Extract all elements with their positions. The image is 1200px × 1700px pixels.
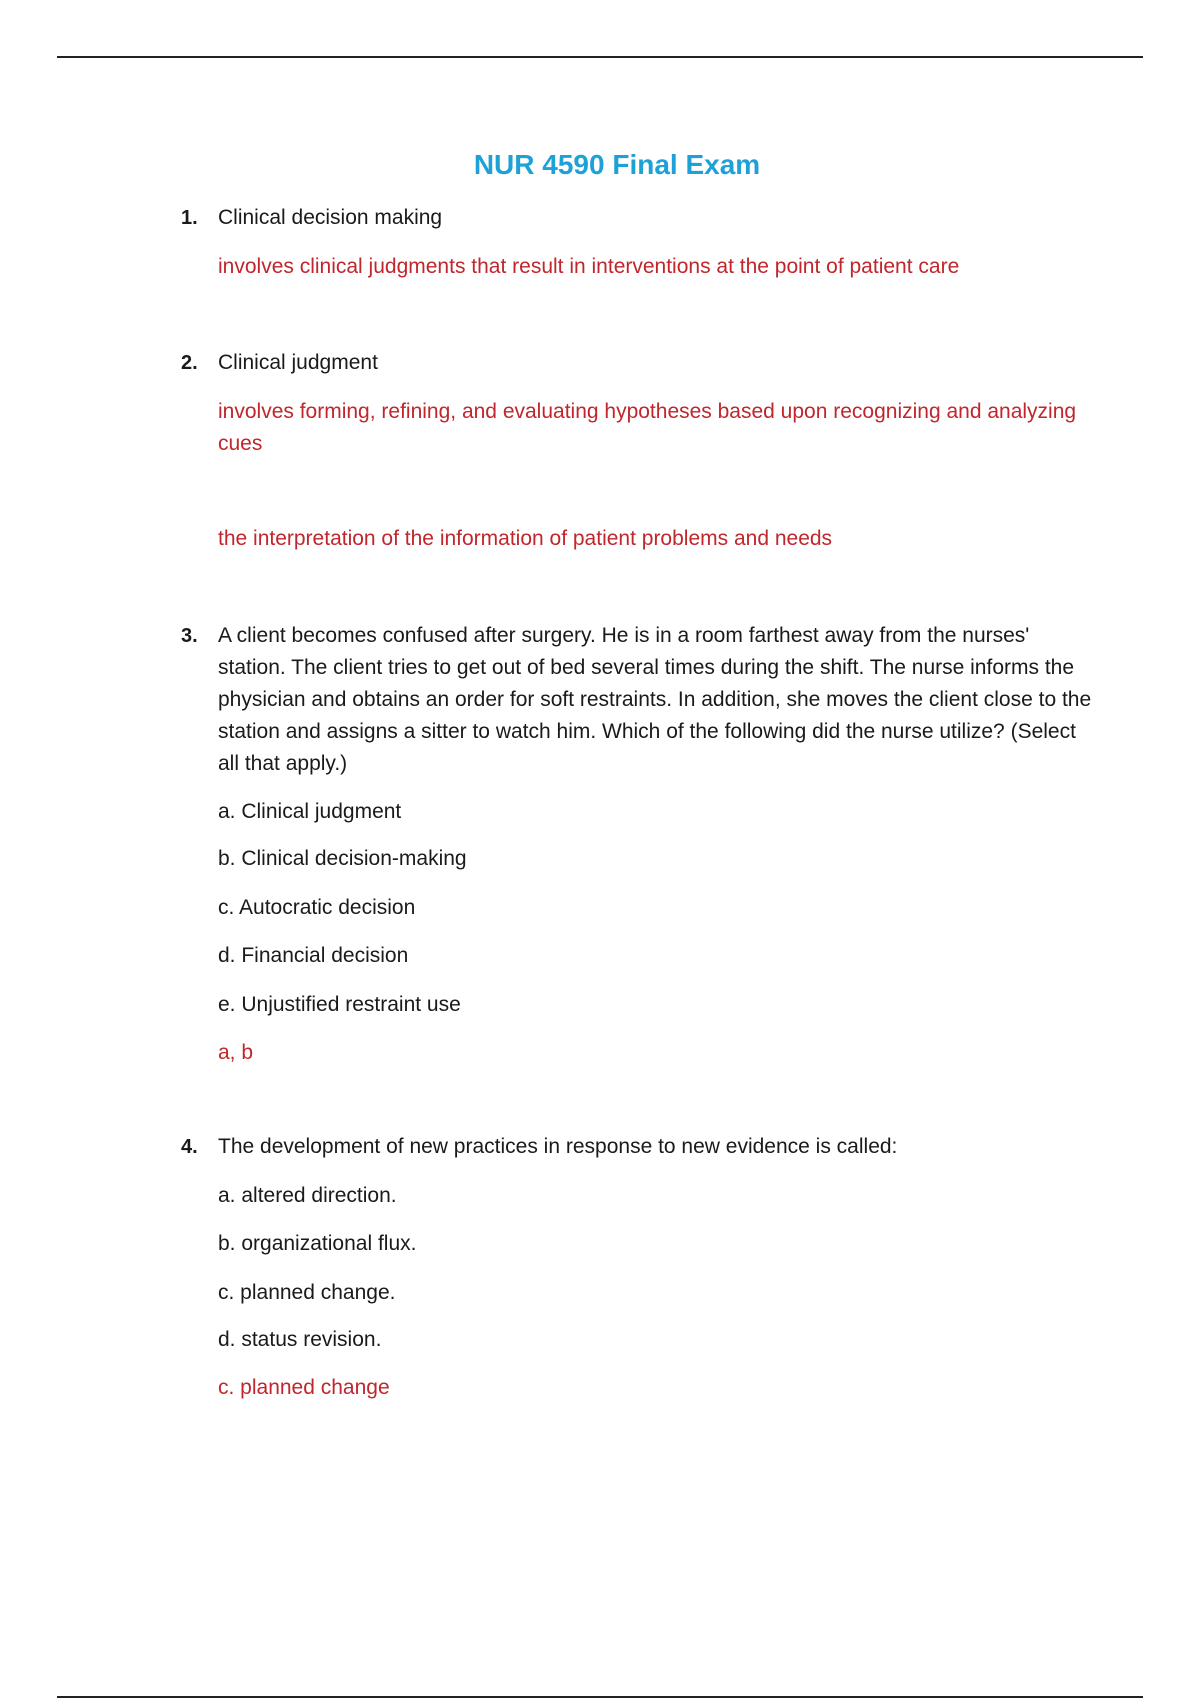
question-2-answer-2: the interpretation of the information of patient problems and needs xyxy=(218,527,833,550)
question-3-option-a: a. Clinical judgment xyxy=(218,800,402,823)
question-2-answer-1: involves forming, refining, and evaluating hypotheses based upon recognizing and analyzing cues xyxy=(218,400,1077,455)
question-4-option-c: c. planned change. xyxy=(218,1281,396,1304)
question-3-option-d: d. Financial decision xyxy=(218,944,409,967)
question-3-prompt: A client becomes confused after surgery. He is in a room farthest away from the nurses' station. The client tries to get out of bed several times during the shift. The nurse informs the physician and obtains an order for soft restraints. In addition, she moves the client close to the station and assigns a sitter to watch him. Which of the following did the nurse utilize? (Select all that apply.) xyxy=(218,624,1092,775)
question-2-number: 2. xyxy=(181,352,198,374)
question-3-option-c: c. Autocratic decision xyxy=(218,896,416,919)
document-title: NUR 4590 Final Exam xyxy=(473,149,761,180)
question-1-number: 1. xyxy=(181,207,198,229)
question-3-number: 3. xyxy=(181,625,198,647)
question-1-prompt: Clinical decision making xyxy=(218,206,443,229)
question-4-option-b: b. organizational flux. xyxy=(218,1232,417,1255)
question-4-option-a: a. altered direction. xyxy=(218,1184,397,1207)
question-4-answer: c. planned change xyxy=(218,1376,390,1399)
top-rule xyxy=(57,56,1143,58)
question-4-prompt: The development of new practices in response to new evidence is called: xyxy=(218,1135,898,1158)
question-4-option-d: d. status revision. xyxy=(218,1328,382,1351)
question-3-option-e: e. Unjustified restraint use xyxy=(218,993,461,1016)
question-3-option-b: b. Clinical decision-making xyxy=(218,847,467,870)
question-1-answer: involves clinical judgments that result in interventions at the point of patient care xyxy=(218,255,960,278)
question-2-prompt: Clinical judgment xyxy=(218,351,378,374)
bottom-rule xyxy=(57,1696,1143,1698)
question-4-number: 4. xyxy=(181,1136,198,1158)
question-3-answer: a, b xyxy=(218,1041,254,1064)
